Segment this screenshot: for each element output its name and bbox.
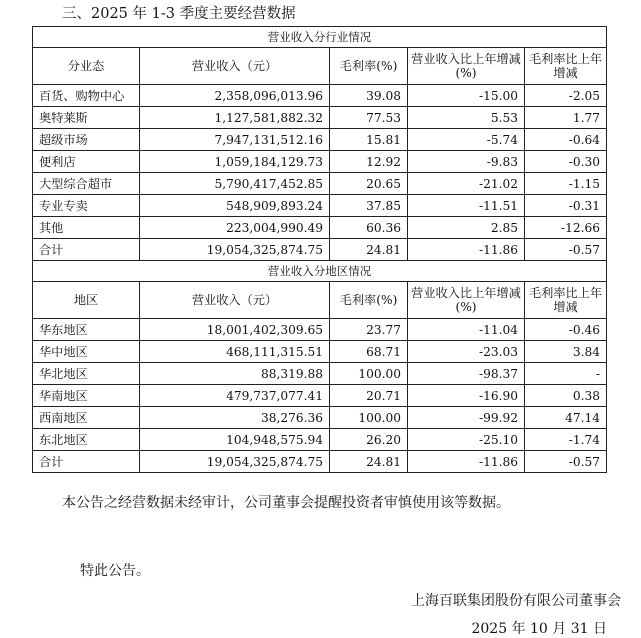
row-label: 合计 (33, 451, 140, 473)
row-label: 大型综合超市 (33, 173, 140, 195)
table-cell: 15.81 (330, 129, 408, 151)
table-cell: 1,059,184,129.73 (140, 151, 330, 173)
table-cell: -0.30 (525, 151, 607, 173)
table-cell: -0.31 (525, 195, 607, 217)
table-cell: -0.57 (525, 239, 607, 261)
table-cell: -1.74 (525, 429, 607, 451)
region-section-title: 营业收入分地区情况 (33, 261, 607, 282)
column-header: 毛利率(%) (330, 48, 408, 85)
table-cell: -16.90 (408, 385, 525, 407)
section-heading: 三、2025 年 1-3 季度主要经营数据 (62, 6, 296, 22)
table-row (33, 195, 607, 217)
announcement-date: 2025 年 10 月 31 日 (471, 621, 607, 637)
table-cell: 37.85 (330, 195, 408, 217)
table-row (33, 451, 607, 473)
column-header: 营业收入（元） (140, 282, 330, 319)
row-label: 华北地区 (33, 363, 140, 385)
audit-note: 本公告之经营数据未经审计，公司董事会提醒投资者审慎使用该等数据。 (62, 495, 510, 511)
table-cell: 1,127,581,882.32 (140, 107, 330, 129)
column-header: 毛利率比上年增减 (525, 282, 607, 319)
table-cell: 47.14 (525, 407, 607, 429)
row-label: 奥特莱斯 (33, 107, 140, 129)
announcement-closing: 特此公告。 (80, 563, 150, 579)
table-cell: -0.64 (525, 129, 607, 151)
industry-section-title: 营业收入分行业情况 (33, 27, 607, 48)
column-header: 营业收入（元） (140, 48, 330, 85)
table-cell: - (525, 363, 607, 385)
row-label: 百货、购物中心 (33, 85, 140, 107)
table-cell: -15.00 (408, 85, 525, 107)
table-cell: 24.81 (330, 451, 408, 473)
row-label: 东北地区 (33, 429, 140, 451)
table-cell: -1.15 (525, 173, 607, 195)
table-cell: 88,319.88 (140, 363, 330, 385)
table-cell: 468,111,315.51 (140, 341, 330, 363)
table-row (33, 385, 607, 407)
table-cell: -99.92 (408, 407, 525, 429)
row-label: 便利店 (33, 151, 140, 173)
table-row (33, 129, 607, 151)
table-row (33, 173, 607, 195)
table-row (33, 341, 607, 363)
table-row (33, 85, 607, 107)
table-cell: 68.71 (330, 341, 408, 363)
table-row (33, 151, 607, 173)
table-cell: 39.08 (330, 85, 408, 107)
table-cell: 5,790,417,452.85 (140, 173, 330, 195)
table-cell: 38,276.36 (140, 407, 330, 429)
region-title-row (33, 261, 607, 282)
table-cell: -5.74 (408, 129, 525, 151)
table-cell: -0.46 (525, 319, 607, 341)
row-label: 其他 (33, 217, 140, 239)
table-row (33, 319, 607, 341)
table-cell: 18,001,402,309.65 (140, 319, 330, 341)
table-cell: 2.85 (408, 217, 525, 239)
table-cell: -9.83 (408, 151, 525, 173)
column-header: 毛利率比上年增减 (525, 48, 607, 85)
row-label: 华中地区 (33, 341, 140, 363)
row-label: 专业专卖 (33, 195, 140, 217)
table-cell: 23.77 (330, 319, 408, 341)
table-cell: -21.02 (408, 173, 525, 195)
row-label: 华南地区 (33, 385, 140, 407)
table-cell: 479,737,077.41 (140, 385, 330, 407)
table-cell: 19,054,325,874.75 (140, 451, 330, 473)
operating-data-table (32, 26, 607, 473)
region-header-row (33, 282, 607, 319)
table-cell: -11.86 (408, 451, 525, 473)
industry-header-row (33, 48, 607, 85)
table-cell: -2.05 (525, 85, 607, 107)
table-cell: 223,004,990.49 (140, 217, 330, 239)
table-cell: 5.53 (408, 107, 525, 129)
table-cell: 100.00 (330, 363, 408, 385)
table-cell: -0.57 (525, 451, 607, 473)
table-cell: 12.92 (330, 151, 408, 173)
table-cell: 548,909,893.24 (140, 195, 330, 217)
table-row (33, 217, 607, 239)
table-cell: 24.81 (330, 239, 408, 261)
table-cell: 20.65 (330, 173, 408, 195)
industry-title-row (33, 27, 607, 48)
table-cell: 3.84 (525, 341, 607, 363)
table-row (33, 407, 607, 429)
table-cell: 2,358,096,013.96 (140, 85, 330, 107)
table-row (33, 107, 607, 129)
table-row (33, 429, 607, 451)
column-header: 营业收入比上年增减(%) (408, 48, 525, 85)
table-cell: 77.53 (330, 107, 408, 129)
table-cell: -11.86 (408, 239, 525, 261)
column-header: 分业态 (33, 48, 140, 85)
table-cell: -12.66 (525, 217, 607, 239)
table-cell: 0.38 (525, 385, 607, 407)
table-cell: -11.04 (408, 319, 525, 341)
table-cell: -11.51 (408, 195, 525, 217)
column-header: 地区 (33, 282, 140, 319)
row-label: 华东地区 (33, 319, 140, 341)
table-cell: 100.00 (330, 407, 408, 429)
column-header: 营业收入比上年增减(%) (408, 282, 525, 319)
table-cell: -25.10 (408, 429, 525, 451)
table-cell: 19,054,325,874.75 (140, 239, 330, 261)
table-row (33, 363, 607, 385)
row-label: 合计 (33, 239, 140, 261)
table-row (33, 239, 607, 261)
table-cell: 104,948,575.94 (140, 429, 330, 451)
table-cell: 7,947,131,512.16 (140, 129, 330, 151)
table-cell: 60.36 (330, 217, 408, 239)
table-cell: 20.71 (330, 385, 408, 407)
table-cell: 26.20 (330, 429, 408, 451)
table-cell: -23.03 (408, 341, 525, 363)
column-header: 毛利率(%) (330, 282, 408, 319)
table-cell: -98.37 (408, 363, 525, 385)
table-cell: 1.77 (525, 107, 607, 129)
row-label: 超级市场 (33, 129, 140, 151)
row-label: 西南地区 (33, 407, 140, 429)
company-signature: 上海百联集团股份有限公司董事会 (411, 593, 621, 609)
